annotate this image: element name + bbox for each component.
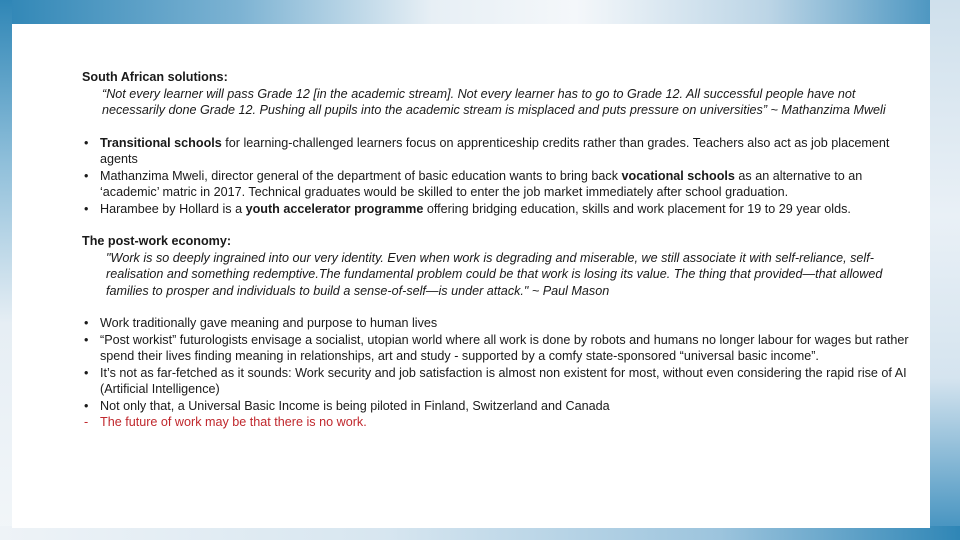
bullet-marker: • bbox=[84, 365, 89, 380]
bullet-text: Mathanzima Mweli, director general of the department of basic education wants to bring back bbox=[100, 168, 622, 183]
bullet-marker: • bbox=[84, 135, 89, 150]
bullet-text: as an alternative to an ‘academic’ matric in 2017. Technical graduates would be skilled to enter the job market immediately after school graduation. bbox=[100, 168, 863, 199]
bullet-text: offering bridging education, skills and work placement for 19 to 29 year olds. bbox=[423, 201, 851, 216]
slide-content bbox=[82, 69, 912, 431]
bullet-text: Work traditionally gave meaning and purpose to human lives bbox=[100, 316, 438, 330]
bullet-text: “Post workist” futurologists envisage a socialist, utopian world where all work is done by robots and humans no longer labour for wages but rather spend their lives finding meaning in relationships, art and study - supported by a comfy state-sponsored “universal basic income”. bbox=[100, 332, 909, 363]
bullet-text: Not only that, a Universal Basic Income is being piloted in Finland, Switzerland and Canada bbox=[100, 398, 610, 413]
post-work-list bbox=[82, 315, 912, 431]
section-heading-solutions: South African solutions: bbox=[82, 70, 228, 84]
bullet-marker: • bbox=[84, 168, 89, 183]
background-bottom-band bbox=[0, 526, 960, 540]
conclusion-item bbox=[82, 414, 912, 431]
background-left-band bbox=[0, 0, 12, 540]
bullet-marker: • bbox=[84, 316, 89, 330]
slide-card bbox=[12, 24, 930, 528]
background-right-band bbox=[930, 0, 960, 540]
list-item bbox=[82, 315, 912, 332]
quote-mweli: “Not every learner will pass Grade 12 [in the academic stream]. Not every learner has to go to Grade 12. All successful people have not necessarily done Grade 12. Pushing all pupils into the academic stream is misplaced and puts pressure on universities” ~ Mathanzima Mweli bbox=[102, 86, 886, 117]
dash-marker: - bbox=[84, 415, 89, 429]
list-item bbox=[82, 398, 912, 415]
background-top-band bbox=[0, 0, 960, 24]
emphasis-text: Transitional schools bbox=[100, 135, 222, 150]
bullet-text: Harambee by Hollard is a bbox=[100, 201, 246, 216]
emphasis-text: youth accelerator programme bbox=[245, 201, 424, 216]
emphasis-text: vocational schools bbox=[621, 168, 735, 183]
list-item bbox=[82, 365, 912, 398]
section-heading-post-work: The post-work economy: bbox=[82, 234, 232, 248]
list-item bbox=[82, 201, 912, 218]
bullet-marker: • bbox=[84, 201, 89, 216]
list-item bbox=[82, 332, 912, 365]
list-item bbox=[82, 135, 912, 168]
solutions-list bbox=[82, 135, 912, 218]
bullet-marker: • bbox=[84, 398, 89, 413]
bullet-text: for learning-challenged learners focus on apprenticeship credits rather than grades. Teachers also act as job placement agents bbox=[100, 135, 890, 166]
conclusion-text: The future of work may be that there is no work. bbox=[100, 415, 367, 429]
list-item bbox=[82, 168, 912, 201]
bullet-text: It’s not as far-fetched as it sounds: Work security and job satisfaction is almost non existent for most, without even considering the rapid rise of AI (Artificial Intelligence) bbox=[100, 365, 907, 396]
bullet-marker: • bbox=[84, 332, 89, 347]
quote-mason: "Work is so deeply ingrained into our very identity. Even when work is degrading and miserable, we still associate it with self-reliance, self-realisation and something redemptive.The fundamental problem could be that work is losing its value. The thing that provided—that allowed families to prosper and individuals to build a sense-of-self—is under attack." ~ Paul Mason bbox=[106, 250, 883, 298]
